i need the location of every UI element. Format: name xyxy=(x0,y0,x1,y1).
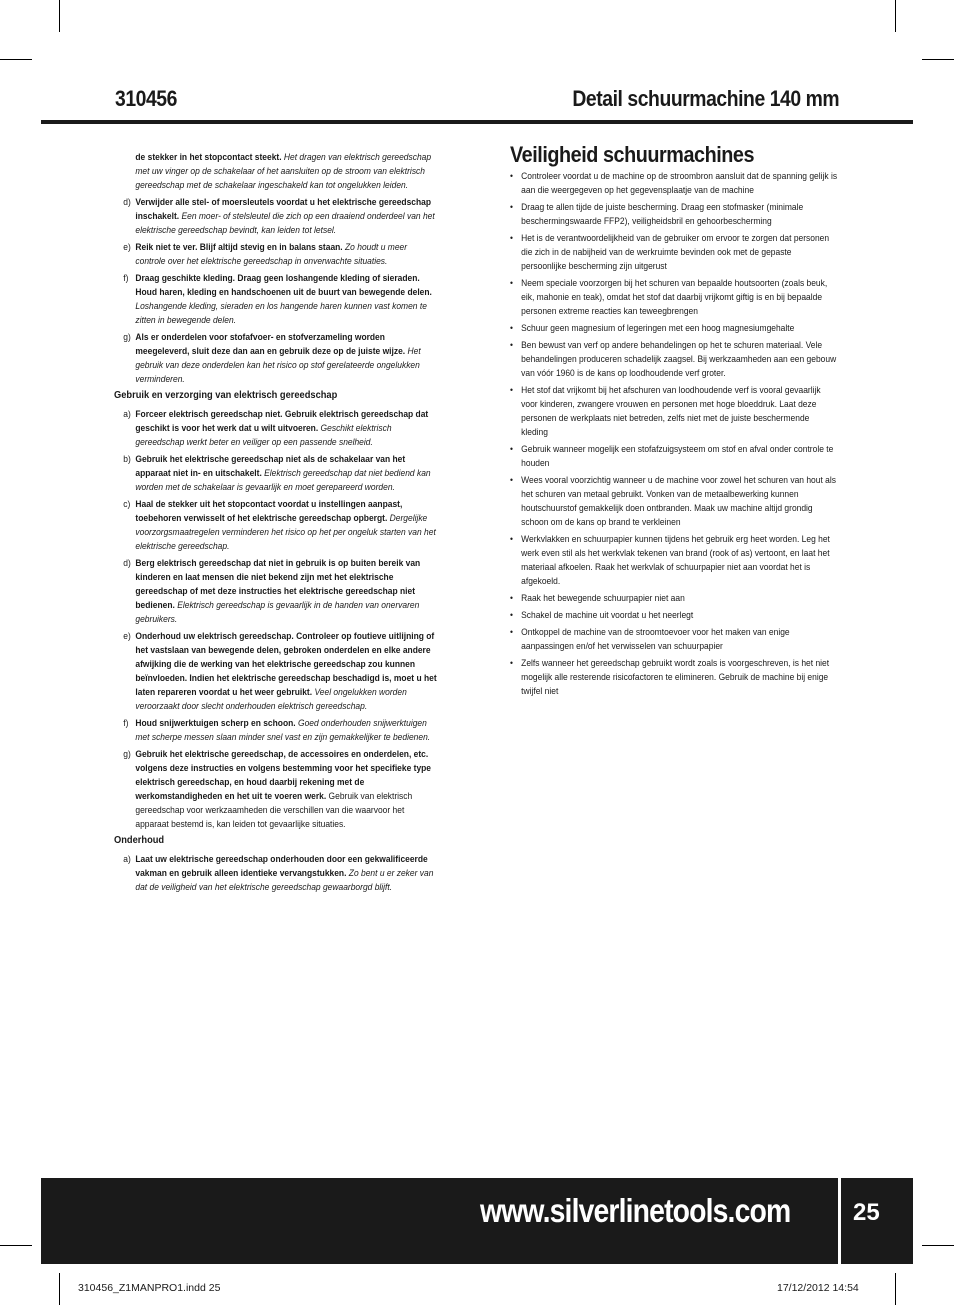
bullet-item xyxy=(510,532,838,588)
item-bold-text: Als er onderdelen voor stofafvoer- en stofverzameling worden meegeleverd, sluit deze dan aan en gebruik deze op de juiste wijze. xyxy=(135,332,406,356)
list-item xyxy=(114,240,438,268)
bullet-icon: • xyxy=(510,233,513,243)
bullet-text: Zelfs wanneer het gereedschap gebruikt wordt zoals is voorgeschreven, is het niet mogelijk alle resterende risicofactoren te elimineren. Gebruik de machine bij enige twijfel niet xyxy=(521,658,830,696)
crop-mark xyxy=(895,0,896,32)
bullet-icon: • xyxy=(510,475,513,485)
item-italic-text: Elektrisch gereedschap is gevaarlijk in de handen van onervaren gebruikers. xyxy=(135,600,420,624)
list-item xyxy=(114,271,438,327)
file-slug: 310456_Z1MANPRO1.indd 25 xyxy=(78,1282,221,1294)
item-italic-text: Goed onderhouden snijwerktuigen met scherpe messen slaan minder snel vast en zijn gemakkelijker te bedienen. xyxy=(135,718,431,742)
bullet-icon: • xyxy=(510,658,513,668)
item-bold-text: Berg elektrisch gereedschap dat niet in gebruik is op buiten bereik van kinderen en laat mensen die niet bekend zijn met het elektrische gereedschap of met deze instructies het elektrische gereedschap niet bedienen. xyxy=(135,558,421,610)
crop-mark xyxy=(59,1273,60,1305)
bullet-item xyxy=(510,169,838,197)
item-italic-text: Geschikt elektrisch gereedschap werkt beter en veiliger op een passende snelheid. xyxy=(135,423,392,447)
item-bold-text: Laat uw elektrische gereedschap onderhouden door een gekwalificeerde vakman en gebruik alleen identieke vervangstukken. xyxy=(135,854,428,878)
crop-mark xyxy=(922,59,954,60)
crop-mark xyxy=(0,59,32,60)
bullet-text: Gebruik wanneer mogelijk een stofafzuigsysteem om stof en afval onder controle te houden xyxy=(521,444,834,468)
item-bold-text: Houd snijwerktuigen scherp en schoon. xyxy=(135,718,296,728)
item-bold-text: Reik niet te ver. Blijf altijd stevig en in balans staan. xyxy=(135,242,343,252)
bullet-item xyxy=(510,656,838,698)
item-marker: a) xyxy=(123,409,131,419)
bullet-icon: • xyxy=(510,627,513,637)
bullet-icon: • xyxy=(510,278,513,288)
list-item xyxy=(114,150,438,192)
bullet-text: Het is de verantwoordelijkheid van de gebruiker om ervoor te zorgen dat personen die zich in de nabijheid van de werkruimte bevinden ook met de gepaste persoonlijke bescherming zijn uitgerust xyxy=(521,233,830,271)
tool-use-list xyxy=(114,407,438,831)
crop-mark xyxy=(895,1273,896,1305)
bullet-text: Controleer voordat u de machine op de stroombron aansluit dat de spanning gelijk is aan die weergegeven op het gegevensplaatje van de machine xyxy=(521,171,838,195)
crop-mark xyxy=(0,1245,32,1246)
item-marker: f) xyxy=(123,718,129,728)
list-item xyxy=(114,330,438,386)
list-item xyxy=(114,452,438,494)
bullet-icon: • xyxy=(510,323,513,333)
list-item xyxy=(114,747,438,831)
item-italic-text: Zo houdt u meer controle over het elektrische gereedschap in onverwachte situaties. xyxy=(135,242,408,266)
bullet-text: Het stof dat vrijkomt bij het afschuren van loodhoudende verf is vooral gevaarlijk voor kinderen, zwangere vrouwen en personen met hoge bloeddruk. Laat deze personen de werkplaats niet betreden, zelfs niet met de juiste beschermende kleding xyxy=(521,385,821,437)
item-bold-text: Gebruik het elektrische gereedschap niet als de schakelaar van het apparaat niet in- en uitschakelt. xyxy=(135,454,406,478)
list-item xyxy=(114,195,438,237)
bullet-icon: • xyxy=(510,340,513,350)
bullet-text: Raak het bewegende schuurpapier niet aan xyxy=(521,593,685,603)
bullet-icon: • xyxy=(510,610,513,620)
bullet-item xyxy=(510,383,838,439)
date-slug: 17/12/2012 14:54 xyxy=(777,1282,859,1294)
item-italic-text: Zo bent u er zeker van dat de veiligheid van het elektrische gereedschap gewaarborgd blijft. xyxy=(135,868,434,892)
bullet-text: Ontkoppel de machine van de stroomtoevoer voor het maken van enige aanpassingen en/of het verwisselen van schuurpapier xyxy=(521,627,790,651)
bullet-item xyxy=(510,625,838,653)
sander-safety-list xyxy=(510,169,838,698)
section-title: Veiligheid schuurmachines xyxy=(510,142,755,167)
crop-mark xyxy=(59,0,60,32)
page-number: 25 xyxy=(853,1199,880,1226)
bullet-icon: • xyxy=(510,171,513,181)
bullet-text: Draag te allen tijde de juiste bescherming. Draag een stofmasker (minimale beschermingswaarde FFP2), veiligheidsbril en gehoorbescherming xyxy=(521,202,804,226)
item-marker: b) xyxy=(123,454,131,464)
item-bold-text: Onderhoud uw elektrisch gereedschap. Controleer op foutieve uitlijning of het vastslaan van bewegende delen, gebroken onderdelen en elke andere afwijking die de werking van het elektrische gereedschap zou kunnen beïnvloeden. Indien het elektrische gereedschap beschadigd is, moet u het laten repareren voordat u het weer gebruikt. xyxy=(135,631,437,697)
bullet-icon: • xyxy=(510,593,513,603)
item-marker: g) xyxy=(123,749,131,759)
item-italic-text: Een moer- of stelsleutel die zich op een draaiend onderdeel van het elektrische gereedschap bevindt, kan leiden tot letsel. xyxy=(135,211,435,235)
item-bold-text: Gebruik het elektrische gereedschap, de accessoires en onderdelen, etc. volgens deze instructies en volgens bestemming voor het specifieke type elektrisch gereedschap, en houd daarbij rekening met de werkomstandigheden en het uit te voeren werk. xyxy=(135,749,432,801)
maintenance-list xyxy=(114,852,438,894)
bullet-item xyxy=(510,473,838,529)
item-marker: f) xyxy=(123,273,129,283)
page-title: Detail schuurmachine 140 mm xyxy=(572,86,839,111)
item-bold-text: Verwijder alle stel- of moersleutels voordat u het elektrische gereedschap inschakelt. xyxy=(135,197,432,221)
item-italic-text: Het gebruik van deze onderdelen kan het risico op stof gerelateerde ongelukken verminderen. xyxy=(135,346,421,384)
list-item xyxy=(114,556,438,626)
item-marker: d) xyxy=(123,558,131,568)
item-bold-text: Haal de stekker uit het stopcontact voordat u instellingen aanpast, toebehoren verwisselt of het elektrische gereedschap opbergt. xyxy=(135,499,403,523)
item-marker: d) xyxy=(123,197,131,207)
item-marker: c) xyxy=(123,499,131,509)
bullet-item xyxy=(510,591,838,605)
bullet-item xyxy=(510,321,838,335)
left-column-text xyxy=(114,150,438,894)
bullet-item xyxy=(510,442,838,470)
item-marker: e) xyxy=(123,242,131,252)
item-bold-text: Draag geschikte kleding. Draag geen loshangende kleding of sieraden. Houd haren, kleding en handschoenen uit de buurt van bewegende delen. xyxy=(135,273,432,297)
section-heading: Gebruik en verzorging van elektrisch gereedschap xyxy=(114,390,338,401)
product-code: 310456 xyxy=(115,86,177,111)
list-item xyxy=(114,629,438,713)
bullet-item xyxy=(510,276,838,318)
crop-mark xyxy=(922,1245,954,1246)
bullet-text: Schakel de machine uit voordat u het neerlegt xyxy=(521,610,694,620)
bullet-text: Ben bewust van verf op andere behandelingen op het te schuren materiaal. Vele behandelingen produceren schadelijk zaagsel. Bij werkzaamheden aan een gebouw van vóór 1960 is de kans op loodhoudende verf groter. xyxy=(521,340,837,378)
item-bold-text: Forceer elektrisch gereedschap niet. Gebruik elektrisch gereedschap dat geschikt is voor het werk dat u wilt uitvoeren. xyxy=(135,409,429,433)
bullet-icon: • xyxy=(510,202,513,212)
bullet-text: Werkvlakken en schuurpapier kunnen tijdens het gebruik erg heet worden. Leg het werk even stil als het werkvlak tekenen van brand (rook of as) vertoont, en laat het materiaal afkoelen. Raak het werkvlak of schuurpapier niet aan voordat het is afgekoeld. xyxy=(521,534,830,586)
item-normal-text: Gebruik van elektrisch gereedschap voor werkzaamheden die verschillen van die waarvoor het apparaat bestemd is, kan leiden tot gevaarlijke situaties. xyxy=(135,791,413,829)
list-item xyxy=(114,407,438,449)
bullet-item xyxy=(510,608,838,622)
general-safety-list xyxy=(114,195,438,386)
bullet-icon: • xyxy=(510,444,513,454)
list-item xyxy=(114,716,438,744)
item-italic-text: Loshangende kleding, sieraden en los hangende haren kunnen vast komen te zitten in bewegende delen. xyxy=(135,301,427,325)
item-italic-text: Het dragen van elektrisch gereedschap met uw vinger op de schakelaar of het aansluiten op de stroom van elektrisch gereedschap met de schakelaar ingeschakeld kan tot ongelukken leiden. xyxy=(135,152,432,190)
bullet-text: Wees vooral voorzichtig wanneer u de machine voor zowel het schuren van hout als het schuren van metaal gebruikt. Vonken van de metaalbewerking kunnen houtschuurstof gemakkelijk doen ontbranden. Maak uw machine altijd grondig schoon om de kans op brand te verkleinen xyxy=(521,475,836,527)
bullet-item xyxy=(510,200,838,228)
item-bold-text: de stekker in het stopcontact steekt. xyxy=(135,152,282,162)
item-italic-text: Elektrisch gereedschap dat niet bediend kan worden met de schakelaar is gevaarlijk en moet gerepareerd worden. xyxy=(135,468,431,492)
section-heading: Onderhoud xyxy=(114,835,165,846)
right-column xyxy=(510,142,840,701)
header-rule xyxy=(41,120,913,124)
bullet-icon: • xyxy=(510,534,513,544)
bullet-icon: • xyxy=(510,385,513,395)
bullet-text: Schuur geen magnesium of legeringen met een hoog magnesiumgehalte xyxy=(521,323,795,333)
item-italic-text: Veel ongelukken worden veroorzaakt door slecht onderhouden elektrisch gereedschap. xyxy=(135,687,407,711)
bullet-item xyxy=(510,338,838,380)
item-marker: a) xyxy=(123,854,131,864)
website-url[interactable]: www.silverlinetools.com xyxy=(480,1192,791,1229)
item-marker: g) xyxy=(123,332,131,342)
item-italic-text: Dergelijke voorzorgsmaatregelen verminderen het risico op het per ongeluk starten van het elektrische gereedschap. xyxy=(135,513,436,551)
bullet-text: Neem speciale voorzorgen bij het schuren van bepaalde houtsoorten (zoals beuk, eik, mahonie en teak), omdat het stof dat daarbij vrijkomt giftig is en bij bepaalde personen extreme reacties kan teweegbrengen xyxy=(521,278,828,316)
left-column xyxy=(114,150,440,897)
item-marker: e) xyxy=(123,631,131,641)
bullet-item xyxy=(510,231,838,273)
footer-divider xyxy=(838,1178,841,1264)
list-item xyxy=(114,497,438,553)
list-item xyxy=(114,852,438,894)
